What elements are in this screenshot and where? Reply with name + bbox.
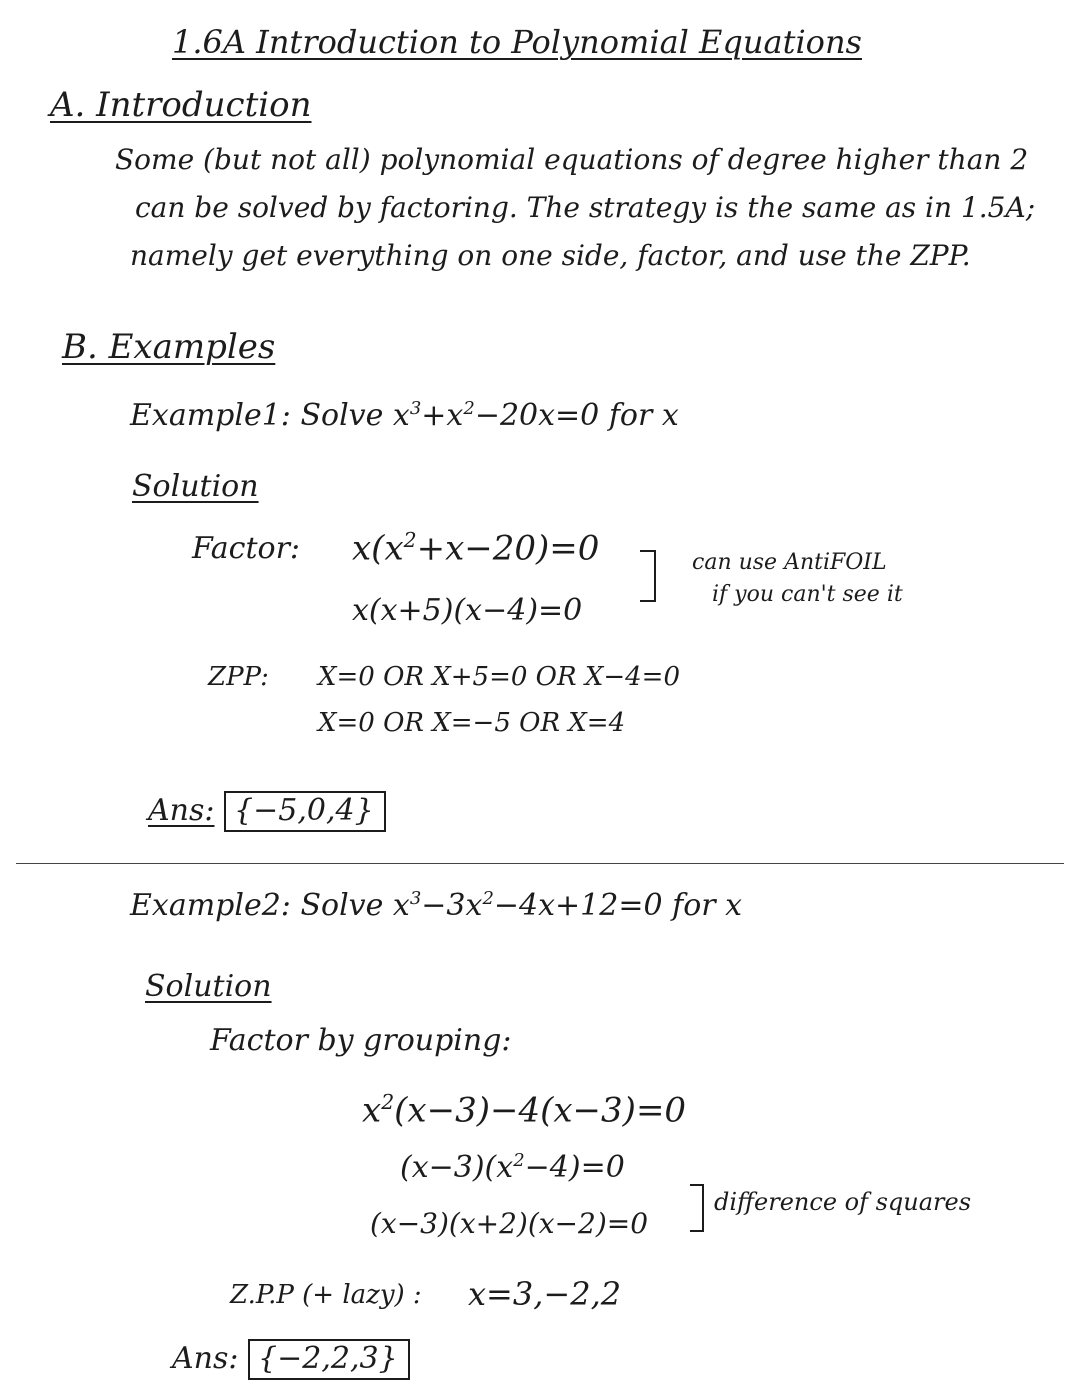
example2-group-label: Factor by grouping:: [210, 1023, 512, 1058]
example2-step-3: (x−3)(x+2)(x−2)=0: [370, 1207, 649, 1240]
example2-solution-label: Solution: [145, 969, 272, 1004]
example2-solve-word: Solve: [300, 888, 384, 923]
section-a-heading: A. Introduction: [50, 85, 312, 125]
example1-answer-label: Ans:: [148, 793, 215, 828]
example1-factor-line-2: x(x+5)(x−4)=0: [352, 593, 583, 628]
example1-factor-line-1: $x(x^2+x-20)=0$: [352, 528, 600, 569]
example1-note-line-2: if you can't see it: [712, 582, 903, 607]
example1-answer-box: {−5,0,4}: [224, 791, 386, 832]
example2-note: difference of squares: [714, 1188, 972, 1216]
section-b-heading: B. Examples: [62, 327, 276, 367]
page-title: 1.6A Introduction to Polynomial Equations: [172, 23, 862, 61]
example2-zpp-label: Z.P.P (+ lazy) :: [230, 1280, 422, 1310]
intro-line-2: can be solved by factoring. The strategy is the same as in 1.5A;: [135, 191, 1036, 224]
example2-step-1: $x^2(x-3)-4(x-3)=0$: [362, 1090, 687, 1131]
example1-for-x: for x: [608, 398, 679, 433]
example2-for-x: for x: [672, 888, 743, 923]
example2-bracket-arrow: [690, 1184, 704, 1232]
example1-solution-label: Solution: [132, 469, 259, 504]
example2-zpp-result: x=3,−2,2: [468, 1275, 622, 1313]
example2-step-2: $(x-3)(x^2-4)=0$: [400, 1150, 625, 1185]
example2-prompt: [130, 890, 742, 921]
example1-equation: $x^3+x^2-20x=0$: [392, 398, 600, 433]
example2-answer-label: Ans:: [172, 1341, 239, 1376]
example2-answer: [172, 1341, 410, 1376]
example1-zpp-line-1: X=0 OR X+5=0 OR X−4=0: [318, 662, 681, 692]
example1-prompt: [130, 400, 679, 431]
example1-note-line-1: can use AntiFOIL: [692, 550, 887, 575]
example1-answer: [148, 793, 386, 828]
intro-line-3: namely get everything on one side, factor, and use the ZPP.: [130, 239, 971, 272]
intro-line-1: Some (but not all) polynomial equations of degree higher than 2: [115, 143, 1029, 176]
example1-zpp-line-2: X=0 OR X=−5 OR X=4: [318, 708, 626, 738]
example2-equation: $x^3-3x^2-4x+12=0$: [392, 888, 663, 923]
example1-factor-label: Factor:: [192, 531, 301, 566]
example2-answer-box: {−2,2,3}: [248, 1339, 410, 1380]
example1-label: Example1:: [130, 398, 291, 433]
example1-zpp-label: ZPP:: [208, 662, 269, 692]
example1-solve-word: Solve: [300, 398, 384, 433]
example-divider: [16, 863, 1064, 864]
example1-bracket-arrow: [640, 550, 656, 602]
example2-label: Example2:: [130, 888, 291, 923]
